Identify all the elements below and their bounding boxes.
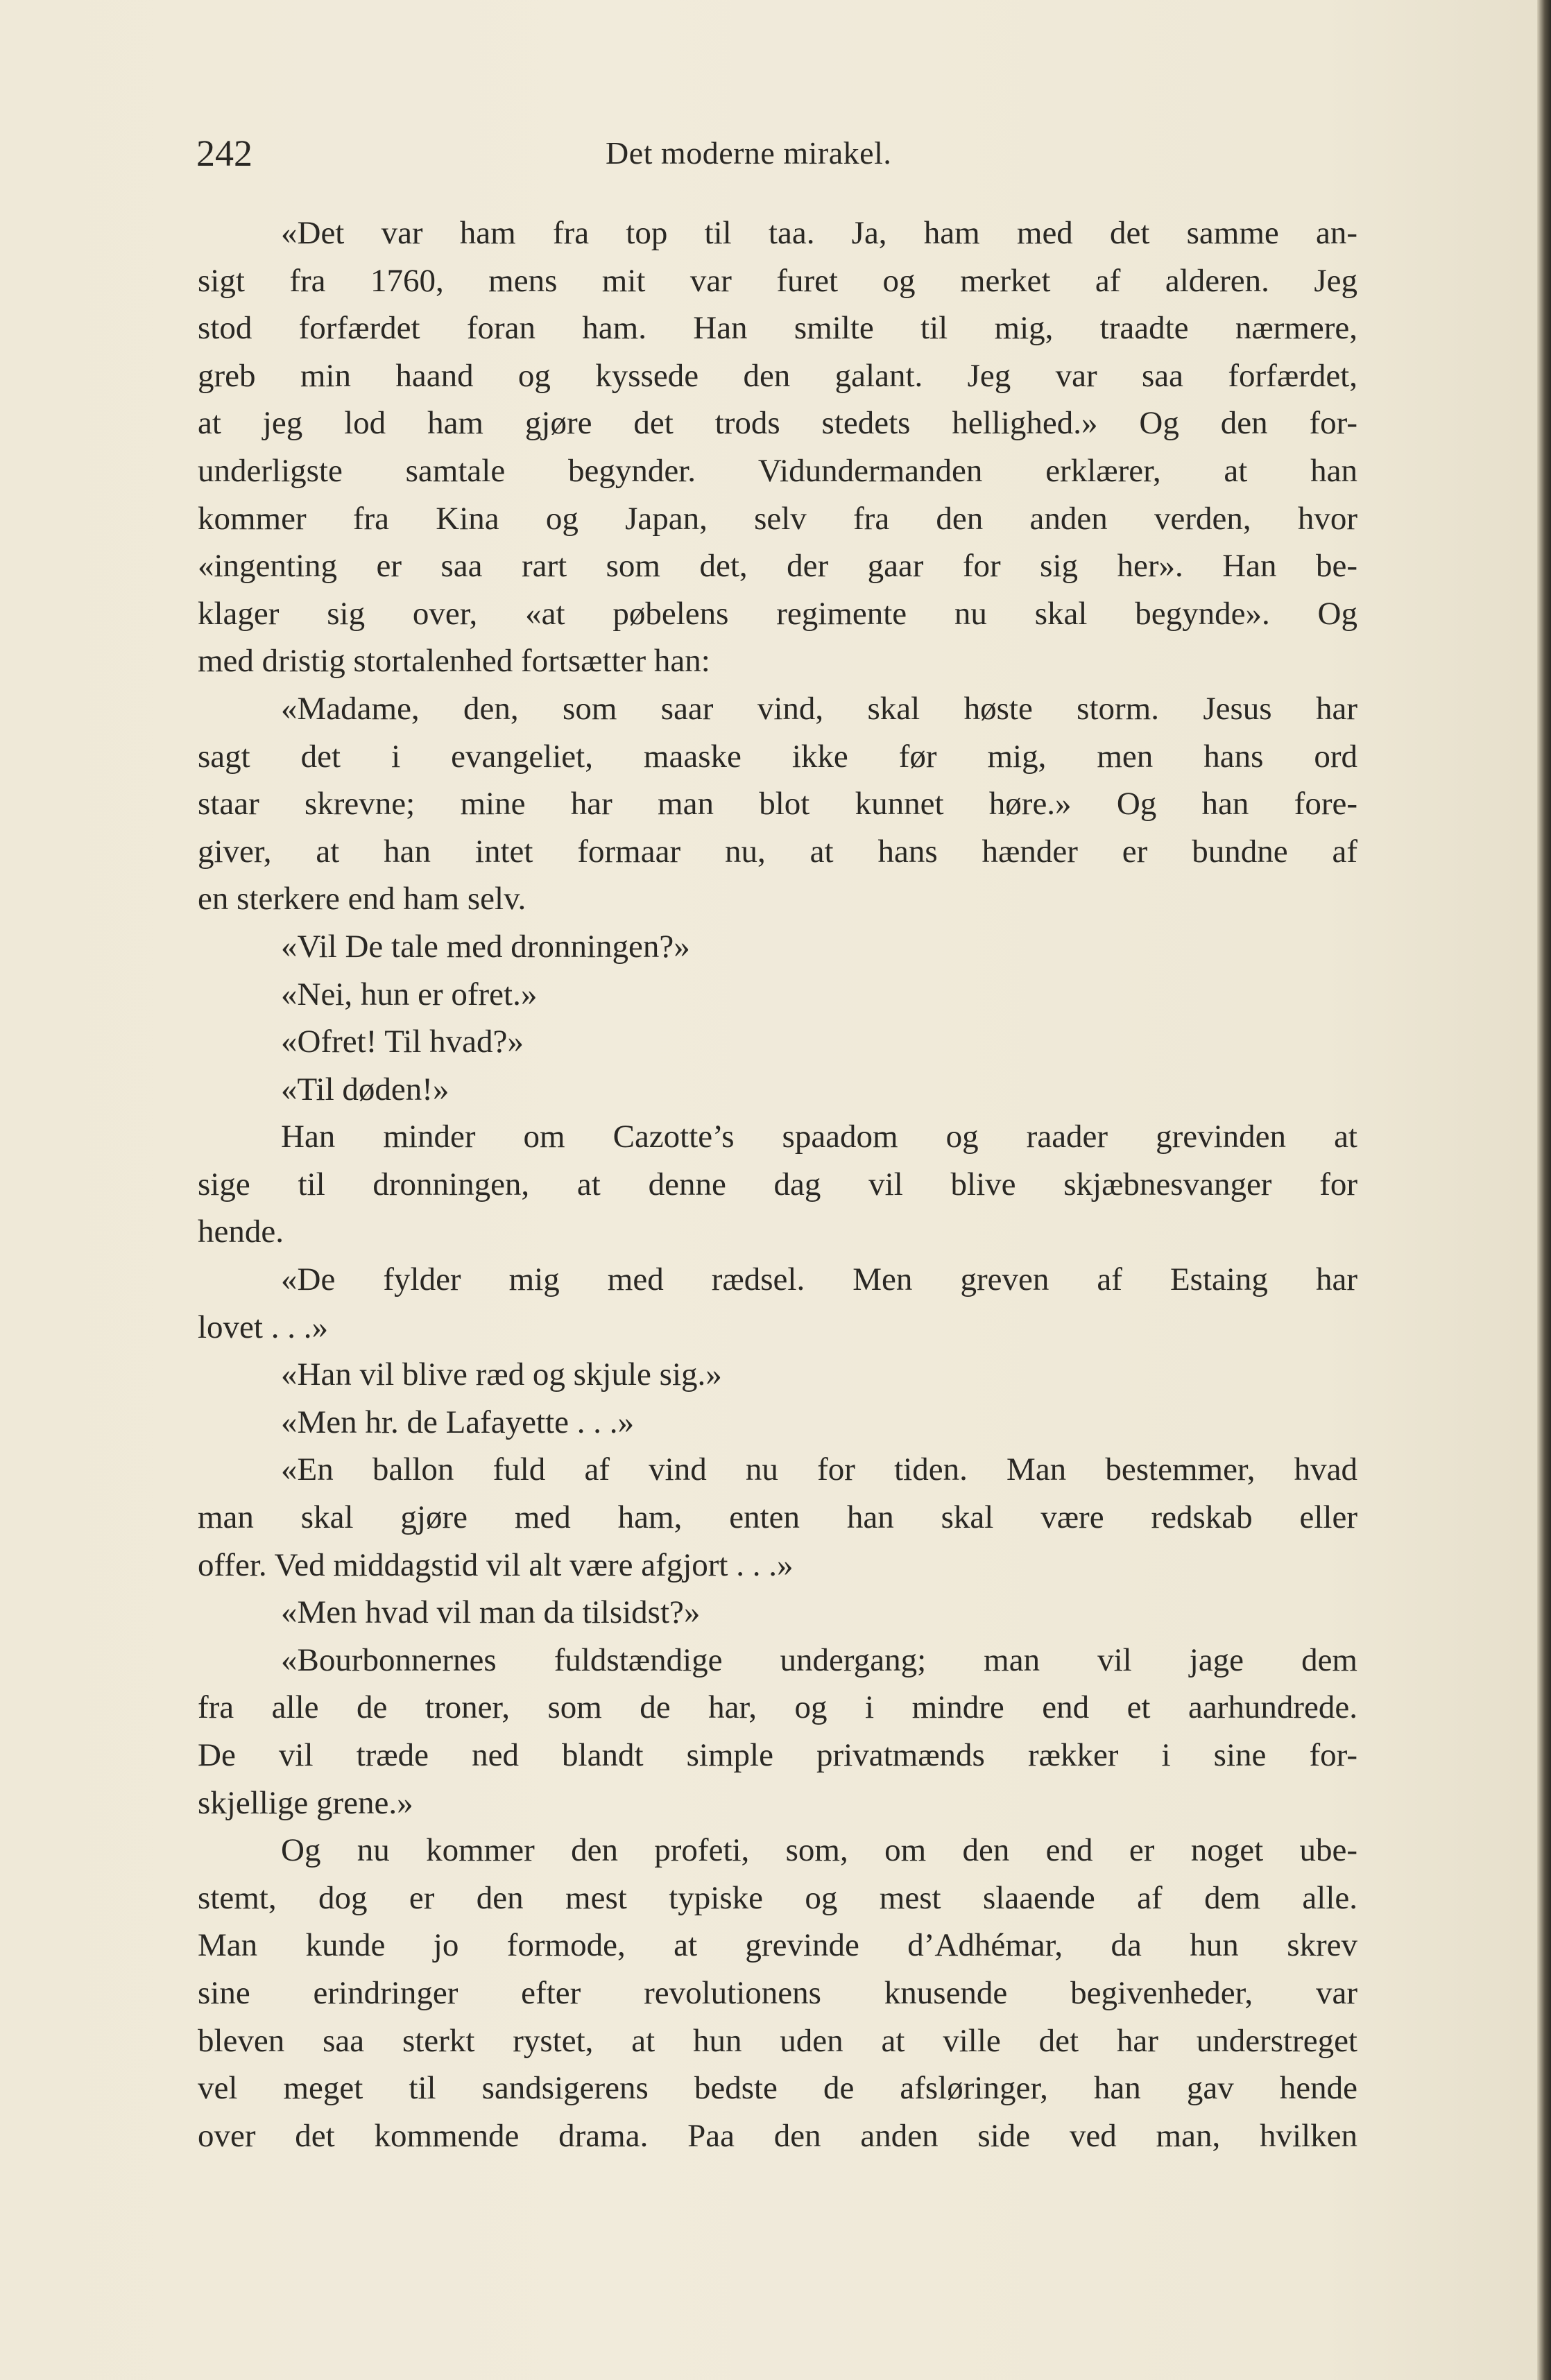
text-line: lovet . . .» xyxy=(198,1309,328,1345)
text-line: hende. xyxy=(198,1214,284,1250)
text-line: klager sig over, «at pøbelens regimente nu skal begynde». Og xyxy=(198,595,1357,632)
text-line: bleven saa sterkt rystet, at hun uden at ville det har understreget xyxy=(198,2022,1357,2059)
body-text xyxy=(198,209,1357,2159)
text-line: «Bourbonnernes fuldstændige undergang; man vil jage dem xyxy=(281,1641,1357,1678)
text-line: sige til dronningen, at denne dag vil blive skjæbnesvanger for xyxy=(198,1166,1357,1202)
text-line: sigt fra 1760, mens mit var furet og merket af alderen. Jeg xyxy=(198,262,1357,299)
text-line: «Men hvad vil man da tilsidst?» xyxy=(281,1594,701,1631)
text-line: med dristig stortalenhed fortsætter han: xyxy=(198,643,710,680)
text-line: skjellige grene.» xyxy=(198,1784,413,1821)
text-line: en sterkere end ham selv. xyxy=(198,881,526,917)
text-line: at jeg lod ham gjøre det trods stedets hellighed.» Og den for- xyxy=(198,405,1357,442)
text-line: underligste samtale begynder. Vidundermanden erklærer, at han xyxy=(198,452,1357,489)
text-line: «Nei, hun er ofret.» xyxy=(281,976,538,1012)
text-line: «Til døden!» xyxy=(281,1071,449,1107)
text-line: stemt, dog er den mest typiske og mest slaaende af dem alle. xyxy=(198,1879,1357,1916)
text-line: sine erindringer efter revolutionens knusende begivenheder, var xyxy=(198,1974,1357,2011)
text-line: Han minder om Cazotte’s spaadom og raader grevinden at xyxy=(281,1119,1357,1155)
text-line: man skal gjøre med ham, enten han skal være redskab eller xyxy=(198,1499,1357,1536)
text-line: «Ofret! Til hvad?» xyxy=(281,1024,524,1060)
text-line: «Det var ham fra top til taa. Ja, ham med det samme an- xyxy=(281,215,1357,251)
text-line: «Men hr. de Lafayette . . .» xyxy=(281,1404,634,1440)
text-line: De vil træde ned blandt simple privatmænds rækker i sine for- xyxy=(198,1737,1357,1773)
text-line: over det kommende drama. Paa den anden side ved man, hvilken xyxy=(198,2117,1357,2154)
text-line: «Madame, den, som saar vind, skal høste storm. Jesus har xyxy=(281,690,1357,727)
text-line: «Vil De tale med dronningen?» xyxy=(281,928,690,965)
text-line: fra alle de troner, som de har, og i mindre end et aarhundrede. xyxy=(198,1689,1357,1726)
text-line: kommer fra Kina og Japan, selv fra den anden verden, hvor xyxy=(198,500,1357,537)
text-line: «ingenting er saa rart som det, der gaar for sig her». Han be- xyxy=(198,548,1357,585)
text-line: greb min haand og kyssede den galant. Jeg var saa forfærdet, xyxy=(198,357,1357,394)
text-line: sagt det i evangeliet, maaske ikke før mig, men hans ord xyxy=(198,738,1357,775)
page-edge xyxy=(1537,0,1551,2380)
text-line: stod forfærdet foran ham. Han smilte til mig, traadte nærmere, xyxy=(198,310,1357,347)
text-line: «En ballon fuld af vind nu for tiden. Man bestemmer, hvad xyxy=(281,1451,1357,1488)
text-line: giver, at han intet formaar nu, at hans hænder er bundne af xyxy=(198,833,1357,870)
text-line: offer. Ved middagstid vil alt være afgjort . . .» xyxy=(198,1546,794,1583)
page-header xyxy=(196,132,1376,187)
text-line: Man kunde jo formode, at grevinde d’Adhémar, da hun skrev xyxy=(198,1927,1357,1964)
page-number: 242 xyxy=(196,132,252,174)
text-line: «De fylder mig med rædsel. Men greven af Estaing har xyxy=(281,1261,1357,1298)
text-line: «Han vil blive ræd og skjule sig.» xyxy=(281,1356,722,1393)
text-line: staar skrevne; mine har man blot kunnet høre.» Og han fore- xyxy=(198,786,1357,822)
text-line: Og nu kommer den profeti, som, om den end er noget ube- xyxy=(281,1832,1357,1869)
running-head: Det moderne mirakel. xyxy=(606,135,892,171)
text-line: vel meget til sandsigerens bedste de afsløringer, han gav hende xyxy=(198,2070,1357,2107)
